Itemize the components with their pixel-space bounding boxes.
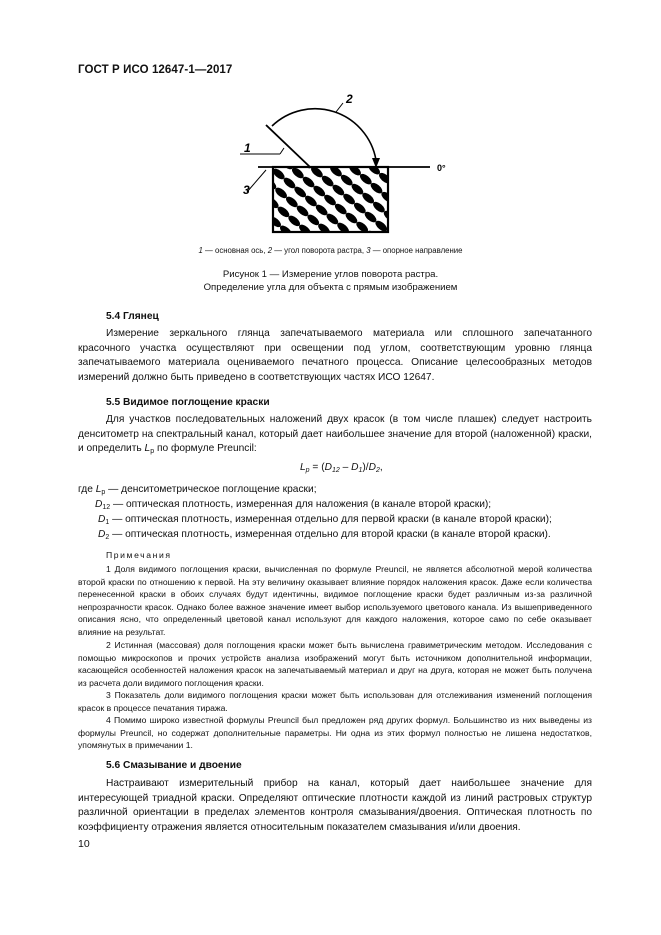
raster-dot — [394, 151, 409, 166]
raster-dot — [420, 207, 435, 222]
f-close: )/ — [362, 462, 369, 473]
raster-dot — [338, 240, 353, 245]
raster-dot — [442, 225, 457, 240]
raster-dot — [362, 124, 377, 139]
figure-caption-line1: Рисунок 1 — Измерение углов поворота растра. — [222, 269, 439, 280]
where-sym: L — [95, 484, 102, 495]
raster-pattern — [186, 61, 473, 245]
raster-dot — [289, 80, 304, 95]
raster-dot — [272, 100, 287, 115]
raster-dot — [287, 61, 302, 76]
where-pre: где — [78, 484, 96, 495]
raster-dot — [262, 91, 277, 106]
where-text: — оптическая плотность, измеренная отдельно для второй краски (в канале второй краски). — [109, 529, 551, 540]
raster-dot — [458, 205, 473, 220]
f-D1: D — [351, 462, 359, 473]
raster-dot — [253, 101, 268, 116]
intro-symbol-L: L — [144, 443, 151, 454]
document-header: ГОСТ Р ИСО 12647-1—2017 — [78, 64, 233, 76]
section-5-4-text: Измерение зеркального глянца запечатываемого материала или сплошного запечатанного красочного участка осуществляют при освещении под углом, соответствующим уровню глянца запечатываемого материала оцениваемого печатного процесса. Описание целесообразных методов измерений должно быть приведено в соответствующих частях ИСО 12647. — [78, 328, 592, 383]
label-zero-deg: 0° — [437, 163, 446, 173]
note-3: 3 Показатель доли видимого поглощения краски может быть использован для отслеживания изменений поглощения красок в процессе печатания тиража. — [78, 690, 592, 713]
raster-dot — [229, 216, 244, 231]
f-L: L — [300, 462, 306, 473]
raster-dot — [228, 131, 243, 146]
raster-dot — [409, 198, 424, 213]
page-number: 10 — [78, 838, 90, 850]
where-sub: p — [101, 489, 106, 496]
figure-raster-angle — [0, 0, 661, 245]
raster-dot — [269, 148, 284, 163]
raster-dot — [211, 151, 226, 166]
raster-dot — [332, 116, 347, 131]
raster-dot — [376, 238, 391, 245]
raster-dot — [307, 146, 322, 161]
label-3: 3 — [243, 183, 250, 197]
raster-dot — [343, 125, 358, 140]
where-sub: 2 — [105, 534, 110, 541]
raster-dot — [294, 118, 309, 133]
raster-dot — [297, 70, 312, 85]
raster-dot — [214, 170, 229, 185]
legend-text-2: — угол поворота растра, — [272, 246, 367, 255]
raster-dot — [426, 178, 441, 193]
f-eq: = ( — [309, 462, 325, 473]
raster-dot — [186, 181, 201, 196]
raster-dot — [319, 241, 334, 245]
intro-text-a: Для участков последовательных наложений двух красок (в том числе плашек) следует настроить денситометр на спектральный канал, который дает наибольшее значение для второй (наложенной) краски, и определить — [78, 414, 592, 454]
where-sym: D — [95, 499, 103, 510]
raster-dot — [326, 145, 341, 160]
raster-dot — [450, 215, 465, 230]
raster-dot — [415, 169, 430, 184]
raster-dot — [205, 180, 220, 195]
raster-dot — [300, 242, 315, 245]
raster-dot — [270, 81, 285, 96]
raster-dot — [208, 199, 223, 214]
raster-dot — [407, 179, 422, 194]
section-5-6-text: Настраивают измерительный прибор на канал, который дает наибольшее значение для интересующей триадной краски. Определяют оптические плотности каждой из линий растровых структур различной ориентации в пределах элементов контроля смазывания/двоения. Оптическая плотность по коэффициенту отражения является относительным показателем смазывания и/или двоения. — [78, 778, 592, 833]
raster-dot — [401, 208, 416, 223]
raster-dot — [289, 233, 304, 245]
f-minus: – — [339, 462, 352, 473]
raster-dot — [315, 136, 330, 151]
f-s2: 2 — [375, 467, 380, 474]
where-sub: 12 — [102, 504, 111, 511]
raster-dot — [414, 236, 429, 245]
raster-dot — [390, 199, 405, 214]
raster-dot — [396, 170, 411, 185]
raster-dot — [437, 187, 452, 202]
note-1: 1 Доля видимого поглощения краски, вычисленная по формуле Preuncil, не является абсолютной мерой количества второй краски по отношению к первой. На эту величину оказывает влияние порядок наложения красок. Даже если количества перенесенной краски в обоих случаях будут идентичны, видимое поглощение краски будет различным из-за различной непрозрачности красок. Однако более важное значение имеет выбор используемого цветового канала. Из вышеприведенного описания ясно, что определенный цветовой канал используют для каждого наложения, которое само по себе оказывает влияние на результат. — [78, 564, 592, 637]
label-1: 1 — [244, 141, 251, 155]
leader-3 — [247, 170, 266, 192]
main-axis-line — [266, 125, 310, 167]
raster-dot — [372, 133, 387, 148]
raster-dot — [257, 206, 272, 221]
where-line-3 — [98, 514, 552, 525]
f-s12: 12 — [331, 467, 340, 474]
raster-dot — [296, 137, 311, 152]
preuncil-formula — [300, 462, 383, 473]
raster-dot — [222, 160, 237, 175]
section-5-5-intro — [78, 413, 592, 457]
notes-heading: Примечания — [106, 550, 172, 560]
raster-dot — [266, 129, 281, 144]
raster-dot — [225, 179, 240, 194]
raster-dot — [308, 79, 323, 94]
raster-dot — [399, 189, 414, 204]
note-2: 2 Истинная (массовая) доля поглощения краски может быть вычислена гравиметрическим методом. Исследования с помощью микроскопов и прочих устройств анализа изображений могут быть источником дополнительной информации, касающейся особенностей наложения красок на запечатываемый материал и друг на друга, которая не может быть получена из расчета доли видимого поглощения краски. — [78, 640, 592, 688]
raster-dot — [422, 226, 437, 241]
f-p: p — [305, 467, 310, 474]
raster-dot — [357, 239, 372, 245]
raster-dot — [220, 141, 235, 156]
f-s1: 1 — [358, 467, 363, 474]
raster-dot — [448, 196, 463, 211]
raster-dot — [240, 225, 255, 240]
raster-dot — [258, 139, 273, 154]
raster-dot — [383, 142, 398, 157]
raster-dot — [345, 144, 360, 159]
raster-dot — [219, 207, 234, 222]
where-sym: D — [98, 514, 106, 525]
where-sub: 1 — [105, 519, 110, 526]
where-line-4 — [98, 529, 551, 540]
section-5-6-heading: 5.6 Смазывание и двоение — [106, 760, 242, 771]
raster-dot — [428, 197, 443, 212]
where-line-1 — [78, 484, 317, 495]
raster-dot — [281, 90, 296, 105]
figure-legend — [0, 246, 661, 255]
raster-dot — [324, 126, 339, 141]
f-D2: D — [368, 462, 376, 473]
raster-dot — [439, 206, 454, 221]
raster-dot — [304, 127, 319, 142]
raster-dot — [241, 159, 256, 174]
raster-dot — [388, 180, 403, 195]
where-text: — оптическая плотность, измеренная для наложения (в канале второй краски); — [110, 499, 492, 510]
legend-text-1: — основная ось, — [202, 246, 268, 255]
raster-dot — [237, 121, 252, 136]
where-line-2 — [95, 499, 491, 510]
raster-dot — [195, 171, 210, 186]
raster-dot — [412, 217, 427, 232]
raster-dot — [285, 128, 300, 143]
angle-arc — [272, 109, 376, 160]
raster-dot — [319, 88, 334, 103]
raster-dot — [216, 189, 231, 204]
where-sym: D — [98, 529, 106, 540]
intro-symbol-sub: p — [150, 448, 155, 455]
note-4: 4 Помимо широко известной формулы Preuncil был предложен ряд других формул. Большинство из них выведены из формулы Preuncil, но содержат дополнительные параметры. Ни одна из этих формул полностью не лишена недостатков, упомянутых в примечании 1. — [78, 715, 592, 751]
raster-dot — [270, 234, 285, 245]
raster-dot — [431, 216, 446, 231]
raster-dot — [238, 207, 253, 222]
where-text: — денситометрическое поглощение краски; — [105, 484, 317, 495]
raster-dot — [251, 234, 266, 245]
intro-text-b: по формуле Preuncil: — [154, 443, 257, 454]
raster-dot — [334, 135, 349, 150]
raster-dot — [248, 216, 263, 231]
raster-dot — [261, 243, 276, 245]
raster-dot — [233, 169, 248, 184]
legend-num-1: 1 — [198, 246, 203, 255]
raster-dot — [418, 188, 433, 203]
raster-dot — [250, 149, 265, 164]
leader-1b — [280, 148, 284, 154]
leader-2 — [336, 103, 343, 112]
raster-dot — [300, 89, 315, 104]
raster-dot — [310, 98, 325, 113]
legend-text-3: — опорное направление — [370, 246, 463, 255]
section-5-4-heading: 5.4 Глянец — [106, 311, 159, 322]
raster-dot — [227, 198, 242, 213]
legend-num-2: 2 — [267, 246, 273, 255]
figure-caption-line2: Определение угла для объекта с прямым изображением — [203, 282, 458, 293]
section-5-5-heading: 5.5 Видимое поглощение краски — [106, 397, 270, 408]
raster-dot — [356, 153, 371, 168]
f-end: , — [379, 462, 383, 473]
raster-dot — [245, 111, 260, 126]
raster-dot — [203, 161, 218, 176]
raster-dot — [403, 227, 418, 242]
raster-dot — [246, 197, 261, 212]
raster-dot — [395, 237, 410, 245]
f-D12: D — [324, 462, 332, 473]
raster-dot — [277, 138, 292, 153]
legend-num-3: 3 — [366, 246, 371, 255]
where-text: — оптическая плотность, измеренная отдельно для первой краски (в канале второй краски); — [109, 514, 552, 525]
raster-dot — [278, 71, 293, 86]
raster-dot — [197, 190, 212, 205]
raster-dot — [252, 168, 267, 183]
raster-dot — [433, 235, 448, 245]
raster-dot — [254, 187, 269, 202]
raster-dot — [393, 218, 408, 233]
raster-dot — [308, 232, 323, 245]
raster-dot — [313, 117, 328, 132]
raster-dot — [281, 243, 296, 245]
label-2: 2 — [346, 92, 353, 106]
